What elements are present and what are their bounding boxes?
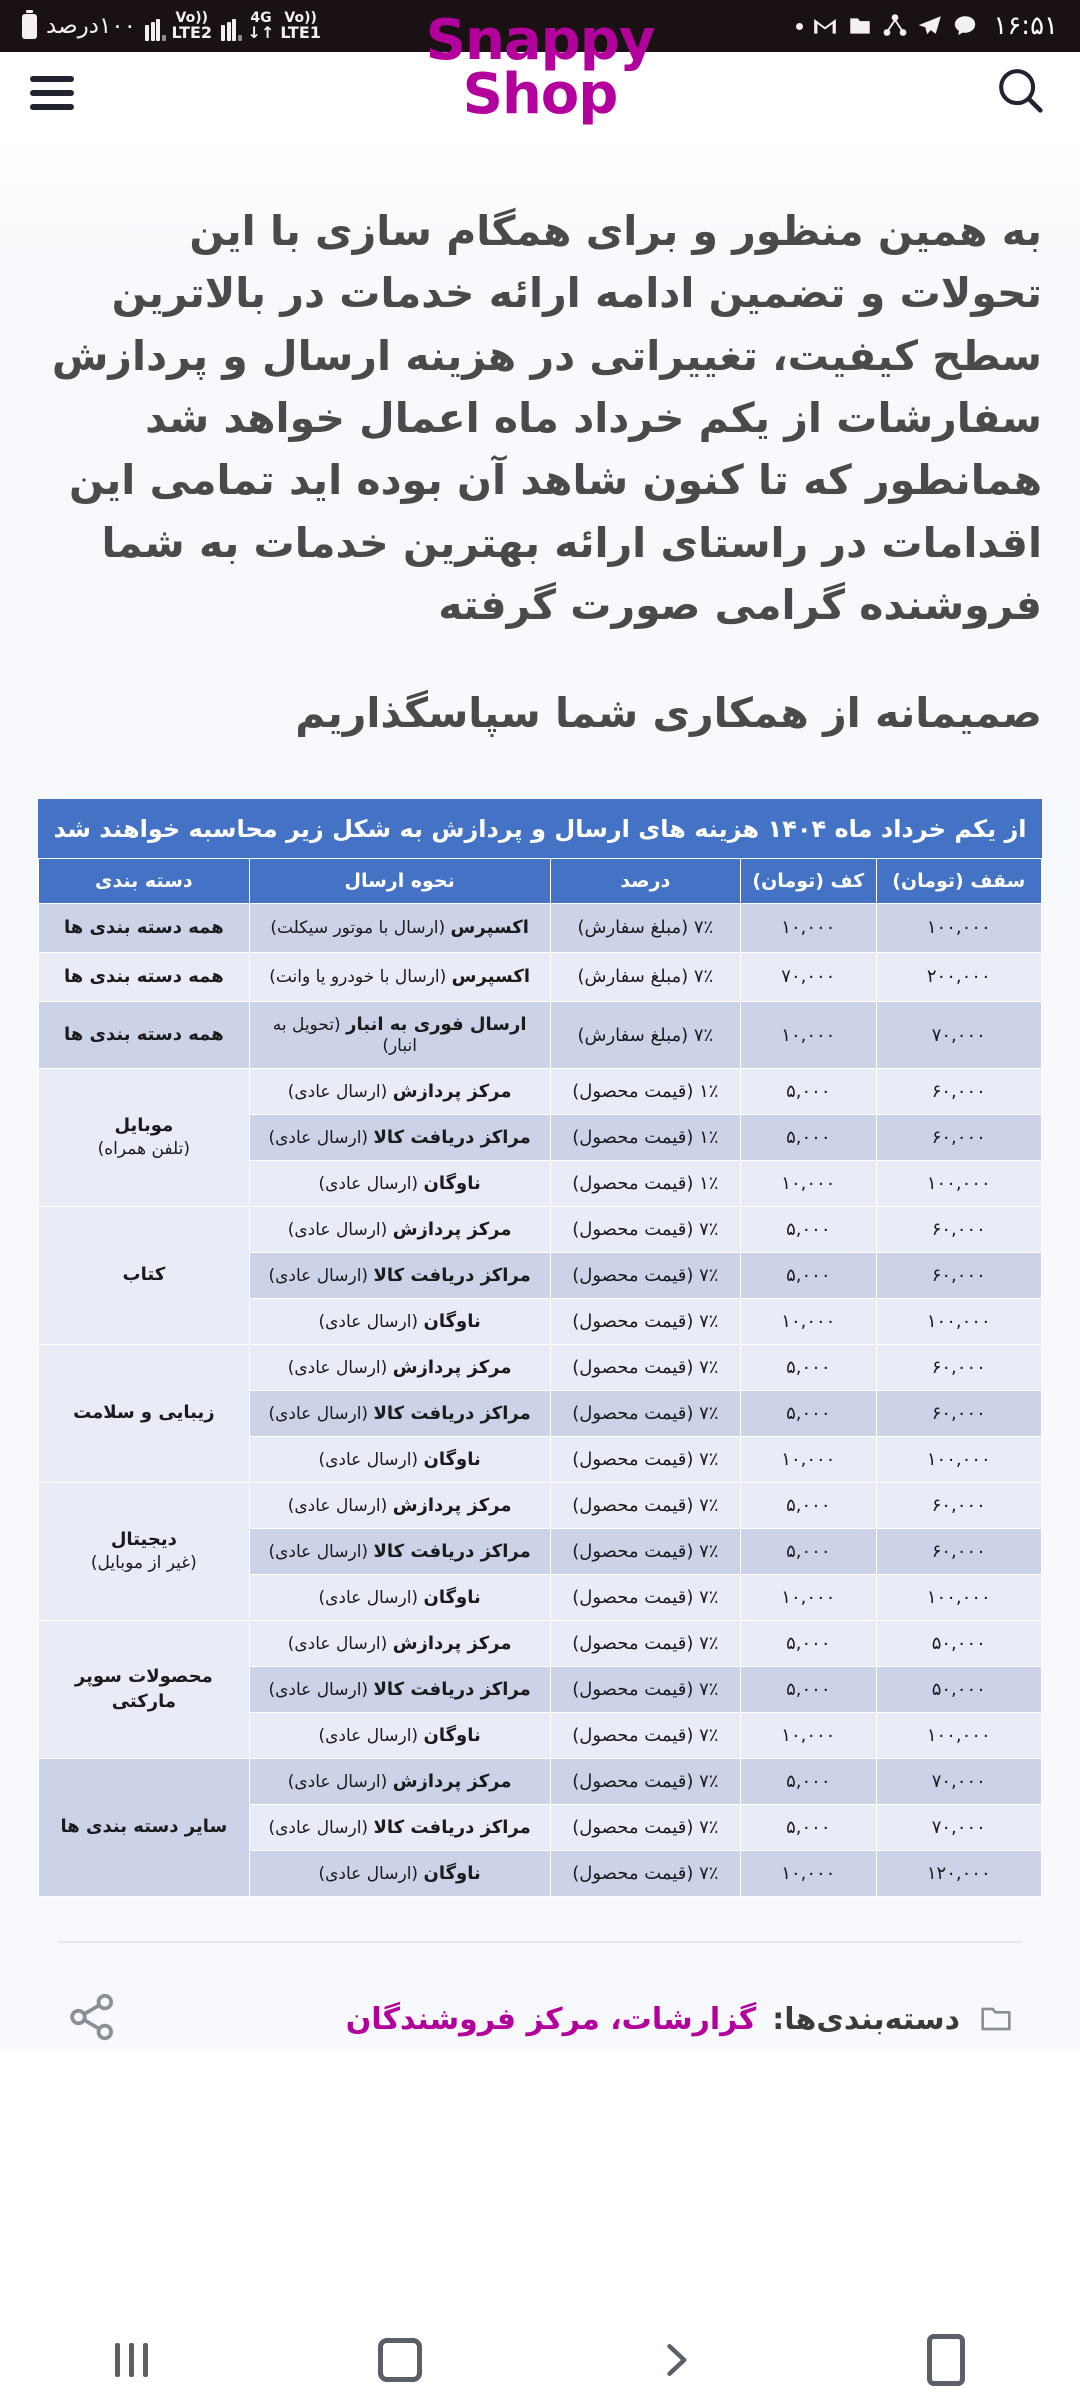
sim2-signal xyxy=(145,11,212,41)
post-footer xyxy=(24,1943,1056,2049)
cell-category: زیبایی و سلامت xyxy=(39,1345,250,1483)
cell-pct: ۷٪ (قیمت محصول) xyxy=(550,1759,741,1805)
sim1-data-arrows-icon: 4G ↓↑ xyxy=(247,10,275,42)
cell-pct: ۷٪ (قیمت محصول) xyxy=(550,1529,741,1575)
cell-method-sub: (ارسال با خودرو یا وانت) xyxy=(269,967,452,988)
cell-method-sub: (ارسال عادی) xyxy=(287,1772,393,1793)
sim1-network-label xyxy=(280,11,321,41)
cell-method: ناوگان (ارسال عادی) xyxy=(249,1299,550,1345)
cell-method-sub: (ارسال عادی) xyxy=(318,1864,424,1885)
cell-method: اکسپرس (ارسال با موتور سیکلت) xyxy=(249,903,550,952)
folder-icon xyxy=(847,13,873,39)
cell-method: اکسپرس (ارسال با خودرو یا وانت) xyxy=(249,952,550,1001)
table-row xyxy=(39,1069,1042,1115)
cell-pct: ۷٪ (مبلغ سفارش) xyxy=(550,1002,741,1069)
cell-floor: ۵,۰۰۰ xyxy=(741,1391,876,1437)
cell-floor: ۵,۰۰۰ xyxy=(741,1345,876,1391)
cell-method: ناوگان (ارسال عادی) xyxy=(249,1437,550,1483)
signal-bars-icon xyxy=(145,19,166,41)
cell-floor: ۱۰,۰۰۰ xyxy=(741,1851,876,1897)
col-header-cap: سقف (تومان) xyxy=(876,858,1041,903)
cell-pct: ۷٪ (قیمت محصول) xyxy=(550,1253,741,1299)
cell-floor: ۵,۰۰۰ xyxy=(741,1529,876,1575)
cell-category: کتاب xyxy=(39,1207,250,1345)
cell-cap: ۶۰,۰۰۰ xyxy=(876,1253,1041,1299)
cell-method: مراکز دریافت کالا (ارسال عادی) xyxy=(249,1253,550,1299)
cell-floor: ۵,۰۰۰ xyxy=(741,1253,876,1299)
cell-floor: ۱۰,۰۰۰ xyxy=(741,1575,876,1621)
cell-pct: ۷٪ (قیمت محصول) xyxy=(550,1667,741,1713)
cell-cap: ۷۰,۰۰۰ xyxy=(876,1805,1041,1851)
sim1-lte-label: LTE1 xyxy=(280,23,321,42)
table-row xyxy=(39,903,1042,952)
gmail-icon xyxy=(812,13,838,39)
table-row xyxy=(39,1483,1042,1529)
categories-line xyxy=(346,1999,1016,2039)
cell-pct: ۷٪ (قیمت محصول) xyxy=(550,1575,741,1621)
cell-method: مراکز دریافت کالا (ارسال عادی) xyxy=(249,1529,550,1575)
cell-category: همه دسته بندی ها xyxy=(39,952,250,1001)
fee-table-caption: از یکم خرداد ماه ۱۴۰۴ هزینه های ارسال و پردازش به شکل زیر محاسبه خواهند شد xyxy=(38,799,1042,858)
sim1-4g-label: 4G xyxy=(250,10,272,26)
col-header-pct: درصد xyxy=(550,858,741,903)
cell-cap: ۷۰,۰۰۰ xyxy=(876,1759,1041,1805)
cell-category: همه دسته بندی ها xyxy=(39,1002,250,1069)
cell-method: مرکز پردازش (ارسال عادی) xyxy=(249,1759,550,1805)
table-row xyxy=(39,1759,1042,1805)
cell-category: دیجیتال (غیر از موبایل) xyxy=(39,1483,250,1621)
cell-cap: ۶۰,۰۰۰ xyxy=(876,1345,1041,1391)
cell-floor: ۵,۰۰۰ xyxy=(741,1115,876,1161)
cell-method-sub: (ارسال عادی) xyxy=(287,1082,393,1103)
article-body xyxy=(0,134,1080,2049)
recents-button[interactable] xyxy=(115,2343,148,2377)
cell-cap: ۷۰,۰۰۰ xyxy=(876,1002,1041,1069)
cell-category: محصولات سوپر مارکتی xyxy=(39,1621,250,1759)
cell-method-sub: (ارسال عادی) xyxy=(268,1404,374,1425)
fee-table-head xyxy=(39,858,1042,903)
sim2-volte-label: Vo)) xyxy=(175,10,209,26)
cell-cap: ۱۰۰,۰۰۰ xyxy=(876,903,1041,952)
cell-method-sub: (ارسال عادی) xyxy=(287,1358,393,1379)
cell-cap: ۱۰۰,۰۰۰ xyxy=(876,1713,1041,1759)
chat-bubble-icon xyxy=(952,13,978,39)
sim1-volte-label: Vo)) xyxy=(284,10,317,26)
cell-pct: ۷٪ (مبلغ سفارش) xyxy=(550,903,741,952)
folder-icon xyxy=(976,1999,1016,2039)
logo-line-2: Shop xyxy=(462,61,618,127)
cell-pct: ۱٪ (قیمت محصول) xyxy=(550,1115,741,1161)
cell-method: مرکز پردازش (ارسال عادی) xyxy=(249,1345,550,1391)
cell-method-sub: (ارسال عادی) xyxy=(318,1726,424,1747)
battery-percent-label: ۱۰۰درصد xyxy=(46,13,137,39)
cell-category: همه دسته بندی ها xyxy=(39,903,250,952)
cell-pct: ۷٪ (قیمت محصول) xyxy=(550,1713,741,1759)
cell-floor: ۱۰,۰۰۰ xyxy=(741,1713,876,1759)
fee-table xyxy=(38,858,1042,1898)
cell-method-sub: (ارسال عادی) xyxy=(268,1266,374,1287)
cell-method-sub: (ارسال عادی) xyxy=(268,1542,374,1563)
cell-method: ناوگان (ارسال عادی) xyxy=(249,1161,550,1207)
cell-pct: ۱٪ (قیمت محصول) xyxy=(550,1161,741,1207)
cell-floor: ۱۰,۰۰۰ xyxy=(741,1437,876,1483)
table-row xyxy=(39,1002,1042,1069)
cell-floor: ۱۰,۰۰۰ xyxy=(741,903,876,952)
cell-cap: ۱۲۰,۰۰۰ xyxy=(876,1851,1041,1897)
cell-method-sub: (ارسال با موتور سیکلت) xyxy=(270,918,451,939)
table-header-row xyxy=(39,858,1042,903)
cell-pct: ۷٪ (قیمت محصول) xyxy=(550,1391,741,1437)
cell-method: مرکز پردازش (ارسال عادی) xyxy=(249,1621,550,1667)
categories-label: دسته‌بندی‌ها: xyxy=(772,2001,960,2037)
clock-label: ۱۶:۵۱ xyxy=(993,11,1058,41)
cell-method-sub: (ارسال عادی) xyxy=(268,1128,374,1149)
cell-method: مراکز دریافت کالا (ارسال عادی) xyxy=(249,1115,550,1161)
cell-cap: ۶۰,۰۰۰ xyxy=(876,1529,1041,1575)
fee-table-container xyxy=(24,799,1056,1898)
cell-method: ناوگان (ارسال عادی) xyxy=(249,1575,550,1621)
cell-pct: ۷٪ (قیمت محصول) xyxy=(550,1299,741,1345)
cell-method-sub: (ارسال عادی) xyxy=(287,1496,393,1517)
cell-pct: ۷٪ (قیمت محصول) xyxy=(550,1207,741,1253)
signal-bars-icon-2 xyxy=(221,19,242,41)
col-header-category: دسته بندی xyxy=(39,858,250,903)
cell-cap: ۱۰۰,۰۰۰ xyxy=(876,1161,1041,1207)
cell-pct: ۷٪ (مبلغ سفارش) xyxy=(550,952,741,1001)
battery-icon xyxy=(22,14,37,39)
article-paragraph-3: صمیمانه از همکاری شما سپاسگذاریم xyxy=(295,689,1042,738)
cell-pct: ۷٪ (قیمت محصول) xyxy=(550,1805,741,1851)
status-bar xyxy=(0,0,1080,52)
cell-floor: ۱۰,۰۰۰ xyxy=(741,1002,876,1069)
share-button[interactable] xyxy=(64,1989,120,2049)
cell-cap: ۶۰,۰۰۰ xyxy=(876,1391,1041,1437)
share-icon xyxy=(64,1989,120,2045)
cell-pct: ۷٪ (قیمت محصول) xyxy=(550,1621,741,1667)
cell-category-sub: (غیر از موبایل) xyxy=(90,1553,197,1574)
cell-method-sub: (ارسال عادی) xyxy=(318,1174,424,1195)
cell-cap: ۵۰,۰۰۰ xyxy=(876,1621,1041,1667)
telegram-icon xyxy=(917,13,943,39)
cell-category: موبایل (تلفن همراه) xyxy=(39,1069,250,1207)
cell-floor: ۵,۰۰۰ xyxy=(741,1805,876,1851)
cell-cap: ۶۰,۰۰۰ xyxy=(876,1069,1041,1115)
share-icon xyxy=(882,13,908,39)
cell-method: مرکز پردازش (ارسال عادی) xyxy=(249,1207,550,1253)
cell-pct: ۷٪ (قیمت محصول) xyxy=(550,1437,741,1483)
cell-method-sub: (ارسال عادی) xyxy=(268,1680,374,1701)
status-bar-left xyxy=(22,11,321,41)
cell-method-sub: (ارسال عادی) xyxy=(318,1312,424,1333)
home-button[interactable] xyxy=(378,2338,422,2382)
cell-cap: ۲۰۰,۰۰۰ xyxy=(876,952,1041,1001)
cell-pct: ۷٪ (قیمت محصول) xyxy=(550,1345,741,1391)
cell-cap: ۱۰۰,۰۰۰ xyxy=(876,1299,1041,1345)
cell-floor: ۵,۰۰۰ xyxy=(741,1621,876,1667)
cell-method-sub: (ارسال عادی) xyxy=(287,1220,393,1241)
cell-cap: ۶۰,۰۰۰ xyxy=(876,1115,1041,1161)
back-button[interactable] xyxy=(653,2338,697,2382)
cell-method-sub: (ارسال عادی) xyxy=(318,1450,424,1471)
table-row xyxy=(39,952,1042,1001)
cell-method: ناوگان (ارسال عادی) xyxy=(249,1713,550,1759)
dot-icon xyxy=(796,23,803,30)
cell-method: مرکز پردازش (ارسال عادی) xyxy=(249,1069,550,1115)
cell-method-sub: (ارسال عادی) xyxy=(268,1818,374,1839)
one-hand-button[interactable] xyxy=(927,2334,965,2386)
cell-floor: ۵,۰۰۰ xyxy=(741,1667,876,1713)
sim2-lte-label: LTE2 xyxy=(171,23,213,42)
col-header-floor: کف (تومان) xyxy=(741,858,876,903)
cell-floor: ۵,۰۰۰ xyxy=(741,1069,876,1115)
search-button[interactable] xyxy=(992,62,1050,124)
cell-method: مرکز پردازش (ارسال عادی) xyxy=(249,1483,550,1529)
cell-method: مراکز دریافت کالا (ارسال عادی) xyxy=(249,1667,550,1713)
fee-table-body xyxy=(39,903,1042,1897)
cell-floor: ۱۰,۰۰۰ xyxy=(741,1299,876,1345)
system-nav-bar xyxy=(0,2312,1080,2408)
cell-method-sub: (تحویل به انبار) xyxy=(272,1015,417,1057)
search-icon xyxy=(992,62,1050,120)
cell-pct: ۷٪ (قیمت محصول) xyxy=(550,1483,741,1529)
cell-pct: ۷٪ (قیمت محصول) xyxy=(550,1851,741,1897)
cell-cap: ۶۰,۰۰۰ xyxy=(876,1207,1041,1253)
col-header-method: نحوه ارسال xyxy=(249,858,550,903)
cell-cap: ۶۰,۰۰۰ xyxy=(876,1483,1041,1529)
cell-floor: ۵,۰۰۰ xyxy=(741,1759,876,1805)
cell-floor: ۷۰,۰۰۰ xyxy=(741,952,876,1001)
status-bar-right xyxy=(796,11,1058,41)
cell-method: مراکز دریافت کالا (ارسال عادی) xyxy=(249,1805,550,1851)
cell-floor: ۵,۰۰۰ xyxy=(741,1207,876,1253)
article-paragraph-2: همانطور که تا کنون شاهد آن بوده اید تمامی این اقدامات در راستای ارائه بهترین خدمات به شما فروشنده گرامی صورت گرفته xyxy=(68,456,1042,629)
cell-cap: ۱۰۰,۰۰۰ xyxy=(876,1437,1041,1483)
cell-method: مراکز دریافت کالا (ارسال عادی) xyxy=(249,1391,550,1437)
categories-links[interactable]: گزارشات، مرکز فروشندگان xyxy=(345,2001,757,2037)
cell-method-sub: (ارسال عادی) xyxy=(318,1588,424,1609)
cell-method: ارسال فوری به انبار (تحویل به انبار) xyxy=(249,1002,550,1069)
cell-category-sub: (تلفن همراه) xyxy=(97,1139,191,1160)
sim1-signal xyxy=(221,11,321,41)
cell-cap: ۵۰,۰۰۰ xyxy=(876,1667,1041,1713)
cell-category: سایر دسته بندی ها xyxy=(39,1759,250,1897)
logo-line-1: Snappy xyxy=(425,8,655,73)
hamburger-menu-icon[interactable] xyxy=(30,76,74,110)
table-row xyxy=(39,1621,1042,1667)
sim2-network-label xyxy=(172,11,213,41)
cell-method: ناوگان (ارسال عادی) xyxy=(249,1851,550,1897)
cell-pct: ۱٪ (قیمت محصول) xyxy=(550,1069,741,1115)
cell-method-sub: (ارسال عادی) xyxy=(287,1634,393,1655)
table-row xyxy=(39,1207,1042,1253)
cell-cap: ۱۰۰,۰۰۰ xyxy=(876,1575,1041,1621)
cell-floor: ۵,۰۰۰ xyxy=(741,1483,876,1529)
article-paragraph-1: به همین منظور و برای همگام سازی با این تحولات و تضمین ادامه ارائه خدمات در بالاترین سطح کیفیت، تغییراتی در هزینه ارسال و پردازش سفارشات از یکم خرداد ماه اعمال خواهد شد xyxy=(51,207,1042,442)
cell-floor: ۱۰,۰۰۰ xyxy=(741,1161,876,1207)
table-row xyxy=(39,1345,1042,1391)
